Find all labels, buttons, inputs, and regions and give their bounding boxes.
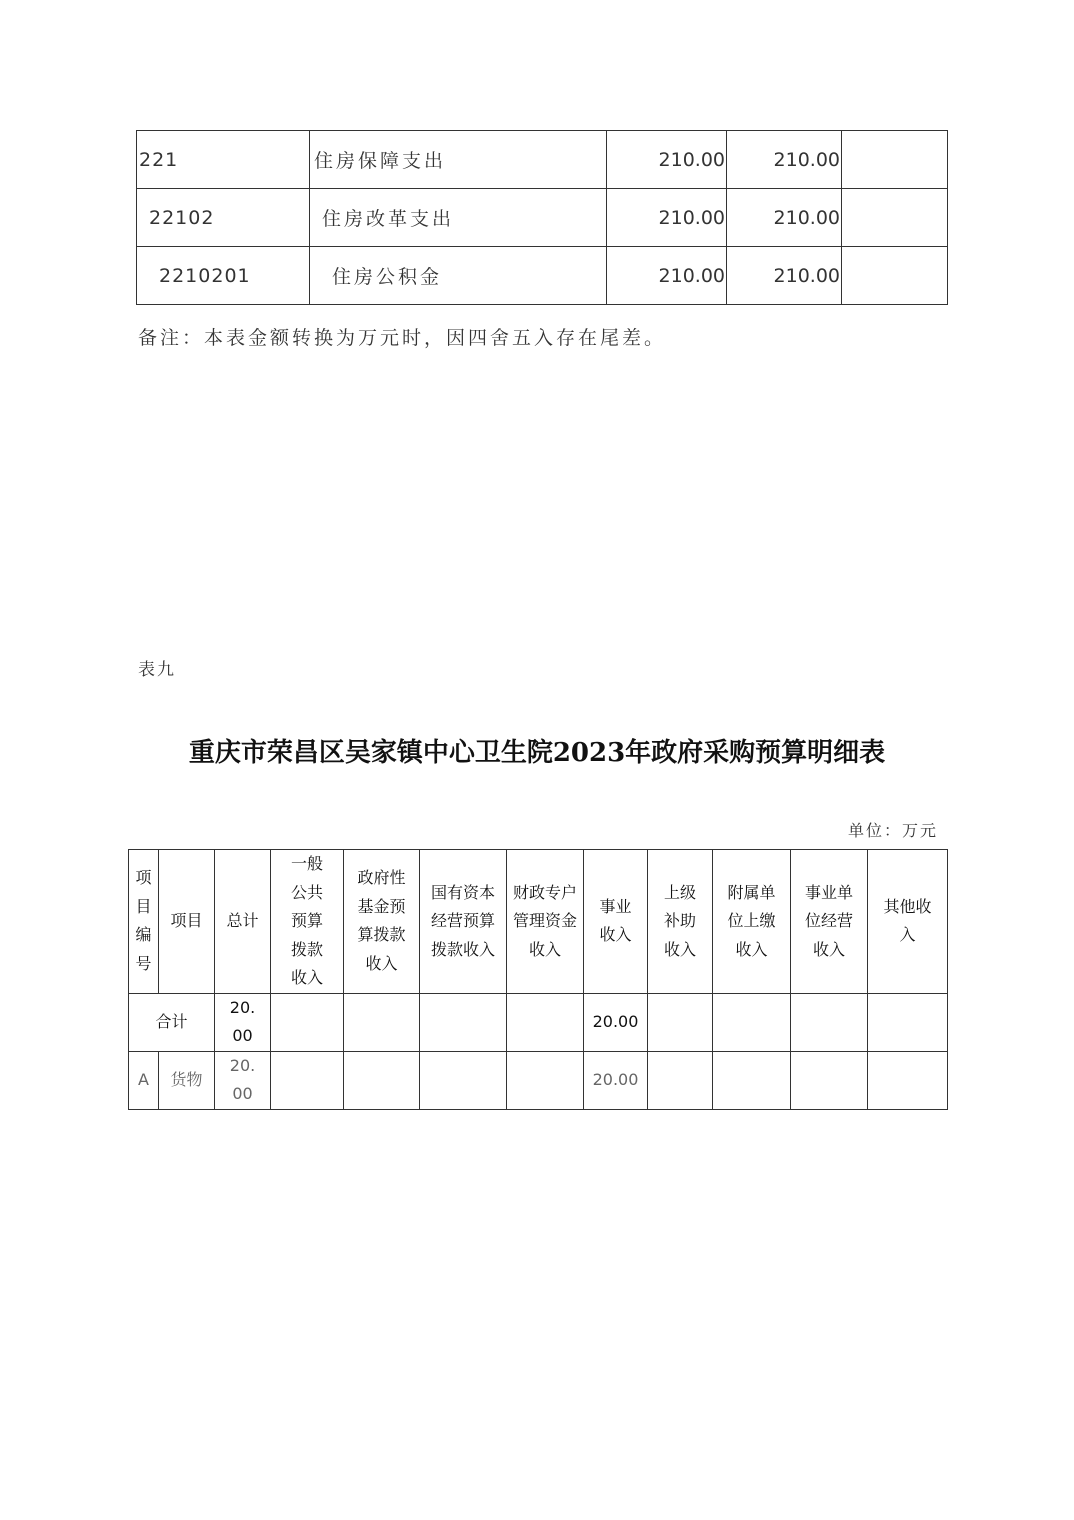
amount-cell <box>791 993 868 1051</box>
subject-code: 22102 <box>137 189 310 247</box>
amount-cell <box>713 993 791 1051</box>
amount-cell <box>842 131 948 189</box>
amount-cell <box>271 1051 344 1109</box>
header-cell: 事业单位经营收入 <box>791 850 868 994</box>
item-code: A <box>129 1051 159 1109</box>
amount-cell <box>420 1051 507 1109</box>
subject-code: 2210201 <box>137 247 310 305</box>
amount-cell: 20.00 <box>584 1051 648 1109</box>
amount-cell <box>868 1051 948 1109</box>
table-row <box>137 131 948 189</box>
amount-cell <box>713 1051 791 1109</box>
header-cell: 政府性基金预算拨款收入 <box>344 850 420 994</box>
header-cell: 总计 <box>215 850 271 994</box>
subject-name: 住房改革支出 <box>310 189 607 247</box>
amount-cell <box>842 189 948 247</box>
table-row <box>129 1051 948 1109</box>
total-cell: 20.00 <box>215 1051 271 1109</box>
header-cell: 国有资本经营预算拨款收入 <box>420 850 507 994</box>
amount-cell: 210.00 <box>727 189 842 247</box>
amount-cell <box>507 993 584 1051</box>
amount-cell <box>271 993 344 1051</box>
amount-cell <box>648 1051 713 1109</box>
page-title: 重庆市荣昌区吴家镇中心卫生院2023年政府采购预算明细表 <box>188 738 886 768</box>
header-cell: 财政专户管理资金收入 <box>507 850 584 994</box>
amount-cell <box>507 1051 584 1109</box>
amount-cell: 20.00 <box>584 993 648 1051</box>
amount-cell <box>420 993 507 1051</box>
subject-name: 住房公积金 <box>310 247 607 305</box>
amount-cell: 210.00 <box>727 131 842 189</box>
header-row <box>129 850 948 994</box>
subject-code: 221 <box>137 131 310 189</box>
header-cell: 附属单位上缴收入 <box>713 850 791 994</box>
amount-cell <box>791 1051 868 1109</box>
amount-cell: 210.00 <box>727 247 842 305</box>
amount-cell <box>344 1051 420 1109</box>
item-name: 货物 <box>159 1051 215 1109</box>
amount-cell: 210.00 <box>607 247 727 305</box>
amount-cell: 210.00 <box>607 131 727 189</box>
subject-name: 住房保障支出 <box>310 131 607 189</box>
amount-cell <box>648 993 713 1051</box>
amount-cell <box>344 993 420 1051</box>
header-cell: 事业收入 <box>584 850 648 994</box>
table-note: 备注：本表金额转换为万元时，因四舍五入存在尾差。 <box>138 327 667 349</box>
header-cell: 一般公共预算拨款收入 <box>271 850 344 994</box>
amount-cell <box>842 247 948 305</box>
expenditure-table <box>136 130 948 305</box>
amount-cell: 210.00 <box>607 189 727 247</box>
header-cell: 其他收入 <box>868 850 948 994</box>
total-label: 合计 <box>129 993 215 1051</box>
amount-cell <box>868 993 948 1051</box>
header-cell: 项目编号 <box>129 850 159 994</box>
total-cell: 20.00 <box>215 993 271 1051</box>
table-label: 表九 <box>138 660 176 680</box>
procurement-table <box>128 849 948 1110</box>
table-row <box>137 189 948 247</box>
table-row <box>137 247 948 305</box>
header-cell: 上级补助收入 <box>648 850 713 994</box>
total-row <box>129 993 948 1051</box>
unit-label: 单位：万元 <box>848 821 939 840</box>
header-cell: 项目 <box>159 850 215 994</box>
